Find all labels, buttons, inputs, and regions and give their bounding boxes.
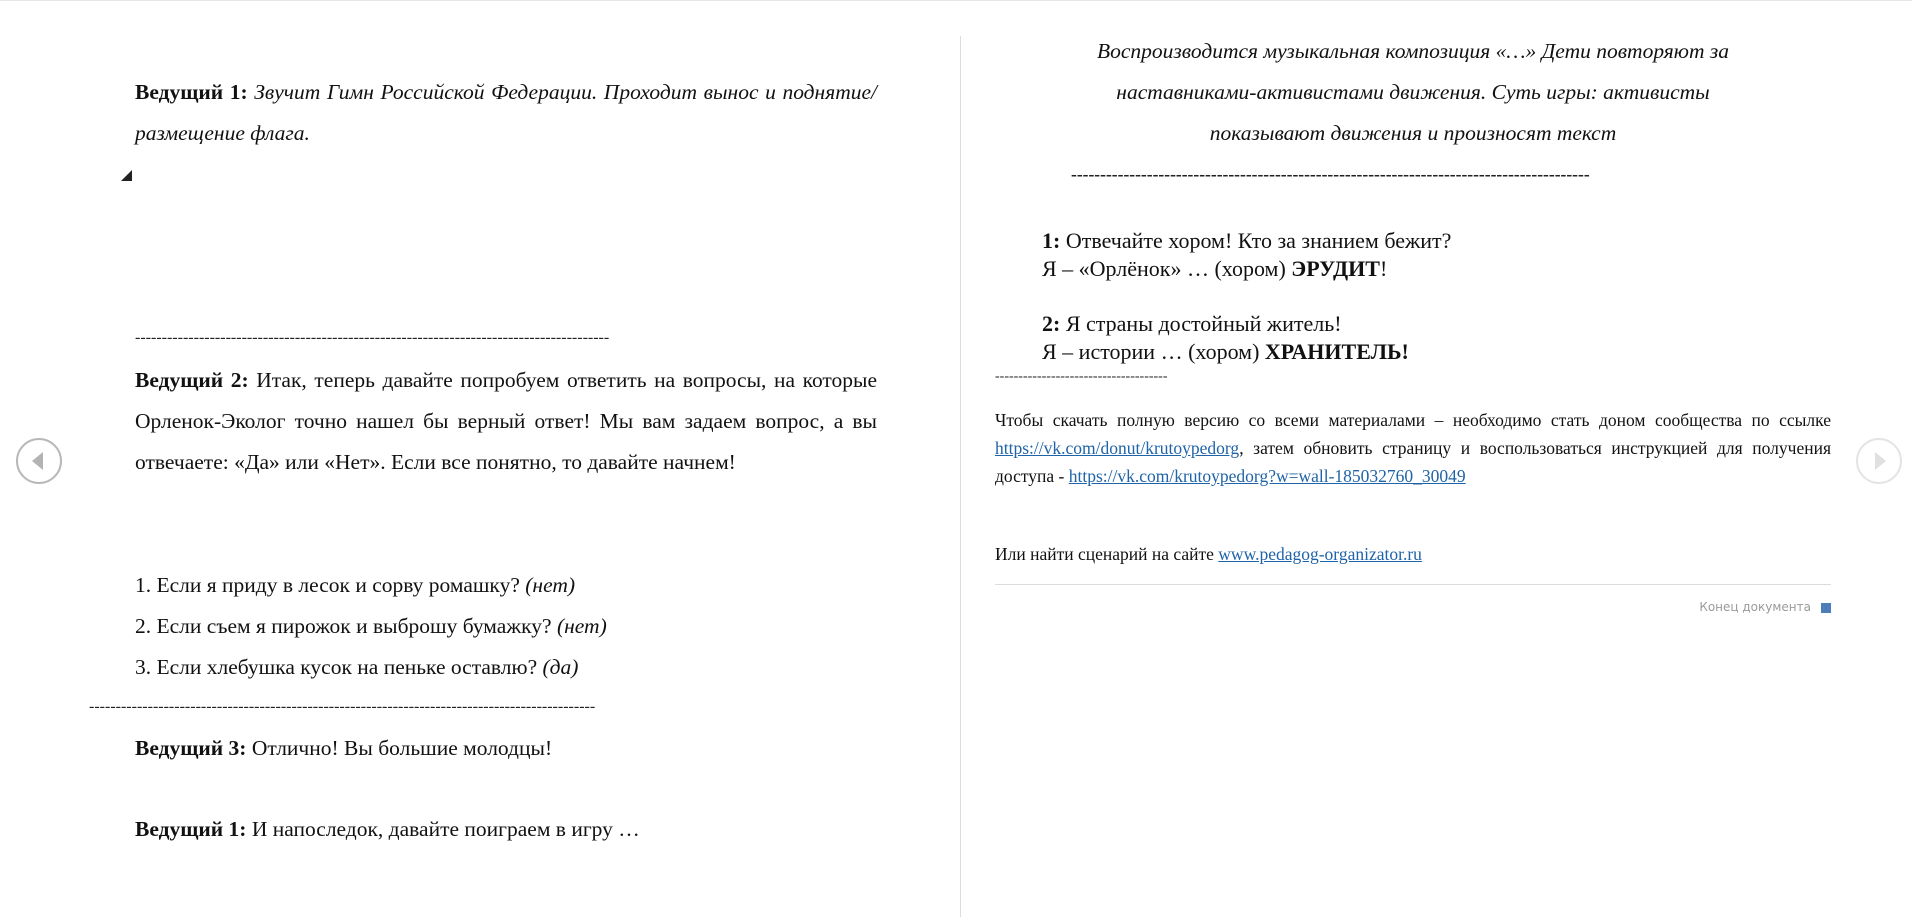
list-item-question-3: 3. Если хлебушка кусок на пеньке оставлю? (да) xyxy=(135,655,579,679)
top-border xyxy=(0,0,1912,1)
speaker-label: Ведущий 3: xyxy=(135,736,247,760)
paragraph-host2-questions xyxy=(135,360,877,483)
list-item-question-1: 1. Если я приду в лесок и сорву ромашку? (нет) xyxy=(135,573,576,597)
paragraph-host1-anthem xyxy=(135,72,877,154)
paragraph-text: И напоследок, давайте поиграем в игру … xyxy=(251,817,640,841)
wall-post-link[interactable]: https://vk.com/krutoypedorg?w=wall-185032760_30049 xyxy=(1068,466,1466,486)
list-item-question-2: 2. Если съем я пирожок и выброшу бумажку? (нет) xyxy=(135,614,607,638)
chorus-line: Я – истории … (хором) ХРАНИТЕЛЬ! xyxy=(1042,339,1409,364)
download-note: Чтобы скачать полную версию со всеми материалами – необходимо стать доном сообщества по ссылке https://vk.com/donut/krutoypedorg, затем обновить страницу и воспользоваться инструкцией для получения доступа - https://vk.com/krutoypedorg?w=wall-185032760_30049 xyxy=(995,410,1831,486)
chorus-line: 1: Отвечайте хором! Кто за знанием бежит? xyxy=(1042,228,1452,253)
speaker-label: Ведущий 1: xyxy=(135,817,247,841)
speaker-label: Ведущий 2: xyxy=(135,368,249,392)
donut-link[interactable]: https://vk.com/donut/krutoypedorg xyxy=(995,438,1240,458)
chorus-block-1 xyxy=(1042,227,1451,283)
document-end-rule xyxy=(995,584,1831,585)
next-page-button[interactable] xyxy=(1856,438,1902,484)
separator-dashes: ------------------------------------- xyxy=(995,369,1168,384)
intro-line-2: наставниками-активистами движения. Суть игры: активисты xyxy=(1116,80,1710,104)
page-divider xyxy=(960,36,961,917)
paragraph-text: Итак, теперь давайте попробуем ответить на вопросы, на которые Орленок-Эколог точно нашел бы верный ответ! Мы вам задаем вопрос, а вы отвечаете: «Да» или «Нет». Если все понятно, то давайте начнем! xyxy=(135,368,878,474)
site-note: Или найти сценарий на сайте www.pedagog-organizator.ru xyxy=(995,544,1422,564)
paragraph-text: Отлично! Вы большие молодцы! xyxy=(251,736,553,760)
chorus-line: Я – «Орлёнок» … (хором) ЭРУДИТ! xyxy=(1042,256,1388,281)
document-end-label: Конец документа xyxy=(1699,600,1811,614)
paragraph-host1-game xyxy=(135,809,877,850)
anchor-marker-icon xyxy=(121,170,132,181)
stage-direction: Звучит Гимн Российской Федерации. Проходит вынос и поднятие/размещение флага. xyxy=(135,80,877,145)
paragraph-host3 xyxy=(135,728,877,769)
chorus-line: 2: Я страны достойный житель! xyxy=(1042,311,1342,336)
intro-line-3: показывают движения и произносят текст xyxy=(1209,121,1617,145)
separator-dashes: ----------------------------------------------------------------------------------------------- xyxy=(89,698,596,715)
site-link[interactable]: www.pedagog-organizator.ru xyxy=(1218,544,1422,564)
separator-dashes: ----------------------------------------------------------------------------------------- xyxy=(1071,164,1590,184)
speaker-label: Ведущий 1: xyxy=(135,80,248,104)
separator-dashes: ----------------------------------------------------------------------------------------- xyxy=(135,329,610,346)
chevron-left-icon xyxy=(18,440,60,482)
prev-page-button[interactable] xyxy=(16,438,62,484)
intro-line-1: Воспроизводится музыкальная композиция «…» Дети повторяют за xyxy=(1096,39,1729,63)
chorus-block-2 xyxy=(1042,310,1409,366)
document-end-marker xyxy=(1821,603,1831,613)
chevron-right-icon xyxy=(1858,440,1900,482)
